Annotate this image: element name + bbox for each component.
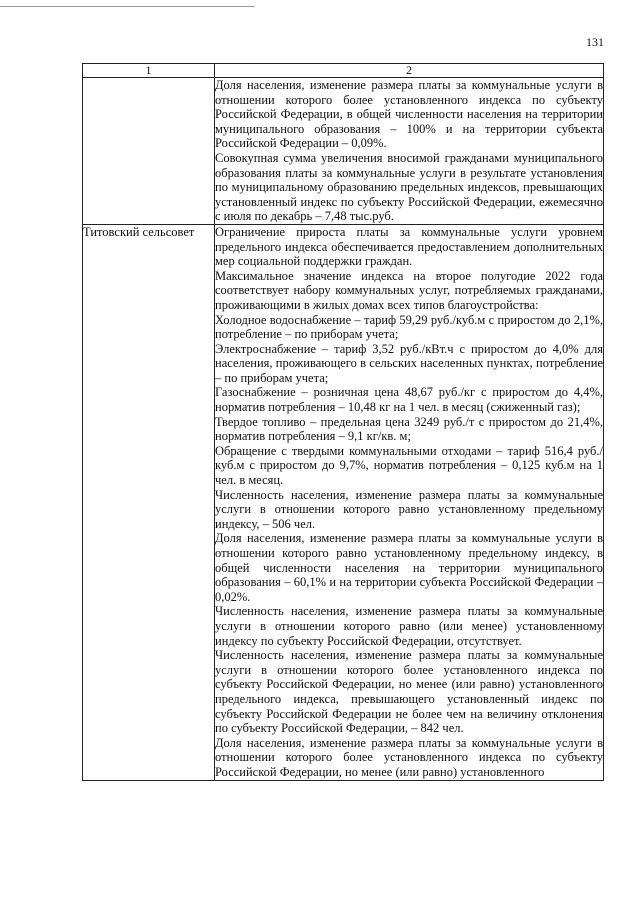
paragraph: Численность населения, изменение размера платы за коммунальные услуги в отношении которого равно установленному предельному индексу, – 506 чел. — [215, 487, 603, 531]
document-table — [82, 63, 604, 781]
scan-edge-line — [0, 6, 255, 7]
paragraph: Доля населения, изменение размера платы за коммунальные услуги в отношении которого равно установленному предельному индексу, в общей численности населения на территории муниципального образования – 60,1% и на территории субъекта Российской Федерации – 0,02%. — [215, 531, 603, 604]
municipality-name-cell — [83, 78, 215, 225]
paragraph: Электроснабжение – тариф 3,52 руб./кВт.ч с приростом до 4,0% для населения, проживающего в сельских населенных пунктах, потребление – по приборам учета; — [215, 341, 603, 385]
paragraph: Доля населения, изменение размера платы за коммунальные услуги в отношении которого более установленного индекса по субъекту Российской Федерации, в общей численности населения на территории муниципального образования – 100% и на территории субъекта Российской Федерации – 0,09%. — [215, 78, 603, 151]
table-row — [83, 78, 604, 225]
paragraph: Максимальное значение индекса на второе полугодие 2022 года соответствует набору коммунальных услуг, потребляемых гражданами, проживающими в жилых домах всех типов благоустройства: — [215, 268, 603, 312]
municipality-name-cell: Титовский сельсовет — [83, 224, 215, 780]
paragraph: Газоснабжение – розничная цена 48,67 руб./кг с приростом до 4,4%, норматив потребления – 10,48 кг на 1 чел. в месяц (сжиженный газ); — [215, 385, 603, 415]
description-cell — [215, 224, 604, 780]
column-header-1: 1 — [83, 64, 215, 78]
table-row — [83, 224, 604, 780]
paragraph: Холодное водоснабжение – тариф 59,29 руб./куб.м с приростом до 2,1%, потребление – по приборам учета; — [215, 312, 603, 342]
paragraph: Обращение с твердыми коммунальными отходами – тариф 516,4 руб./куб.м с приростом до 9,7%, норматив потребления – 0,125 куб.м на 1 чел. в месяц. — [215, 443, 603, 488]
paragraph: Численность населения, изменение размера платы за коммунальные услуги в отношении которого более установленного индекса по субъекту Российской Федерации, но менее (или равно) установленного предельного индекса, превышающего установленный индекс по субъекту Российской Федерации не более чем на величину отклонения по субъекту Российской Федерации, – 842 чел. — [215, 648, 603, 736]
column-header-2: 2 — [215, 64, 604, 78]
page-number: 131 — [586, 35, 604, 49]
table-header-row — [83, 64, 604, 78]
paragraph: Численность населения, изменение размера платы за коммунальные услуги в отношении которого равно (или менее) установленному индексу по субъекту Российской Федерации, отсутствует. — [215, 604, 603, 648]
description-cell — [215, 78, 604, 225]
paragraph: Ограничение прироста платы за коммунальные услуги уровнем предельного индекса обеспечивается предоставлением дополнительных мер социальной поддержки граждан. — [215, 224, 603, 269]
paragraph: Твердое топливо – предельная цена 3249 руб./т с приростом до 21,4%, норматив потребления – 9,1 кг/кв. м; — [215, 414, 603, 444]
paragraph: Доля населения, изменение размера платы за коммунальные услуги в отношении которого более установленного индекса по субъекту Российской Федерации, но менее (или равно) установленного — [215, 735, 603, 779]
paragraph: Совокупная сумма увеличения вносимой гражданами муниципального образования платы за коммунальные услуги в результате установления по муниципальному образованию предельных индексов, превышающих установленный индекс по субъекту Российской Федерации, ежемесячно с июля по декабрь – 7,48 тыс.руб. — [215, 150, 603, 224]
